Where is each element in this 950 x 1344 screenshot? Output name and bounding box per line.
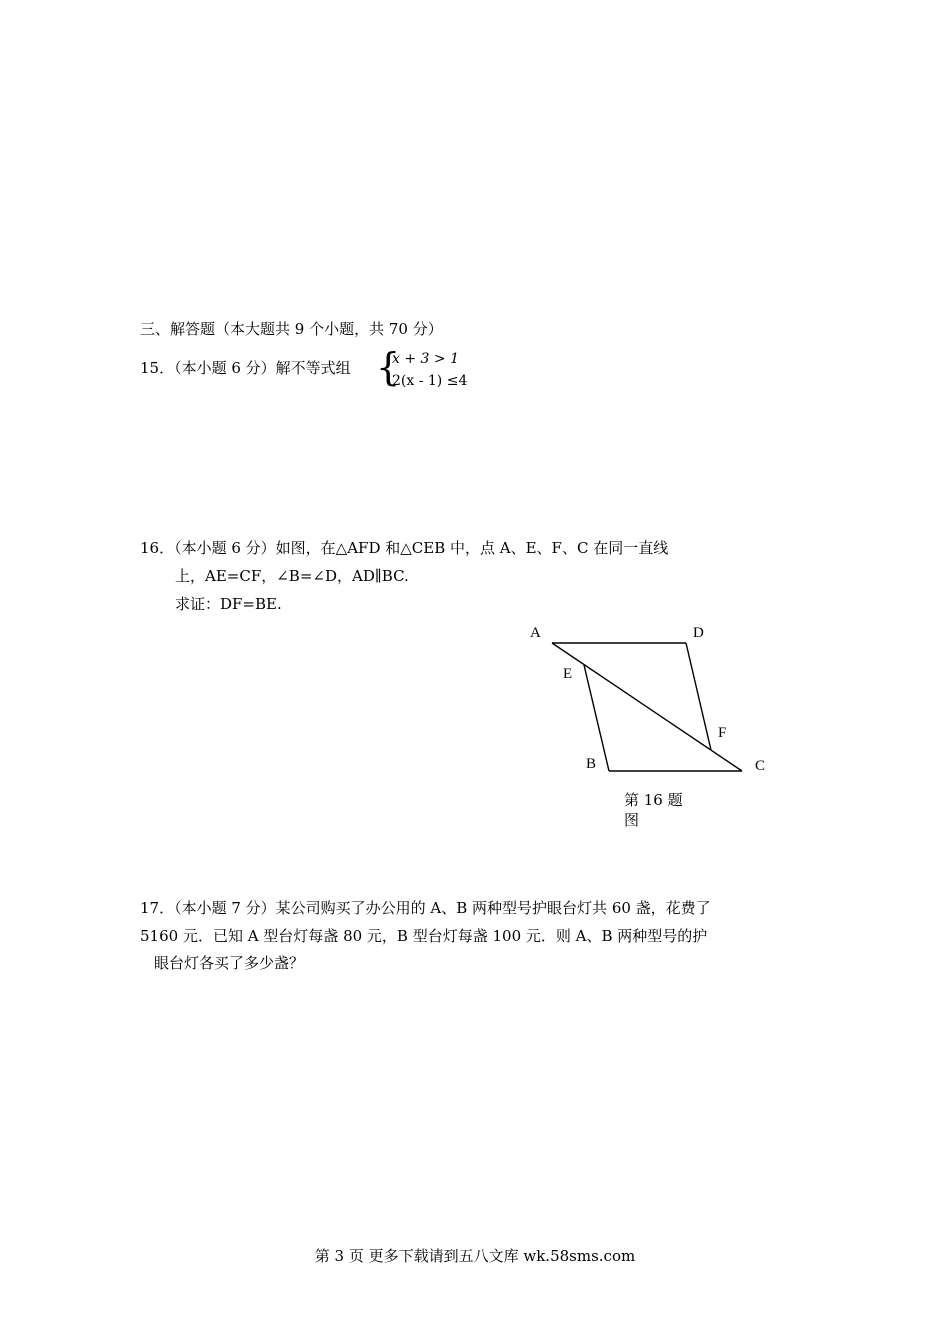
q16-line-3: 求证：DF=BE. xyxy=(175,595,282,613)
point-label-A: A xyxy=(530,625,541,641)
left-brace-icon: { xyxy=(376,345,401,389)
page-footer: 第 3 页 更多下载请到五八文库 wk.58sms.com xyxy=(314,1247,636,1265)
point-label-B: B xyxy=(586,756,597,772)
q17-line-2: 5160 元．已知 A 型台灯每盏 80 元，B 型台灯每盏 100 元．则 A、B 两种型号的护 xyxy=(140,927,708,945)
point-label-C: C xyxy=(755,758,766,774)
q15-inequality-1: x + 3 > 1 xyxy=(392,351,459,367)
section-heading: 三、解答题（本大题共 9 个小题，共 70 分） xyxy=(140,320,443,338)
point-label-E: E xyxy=(563,666,573,682)
segment-DF xyxy=(686,643,711,750)
q16-line-2: 上，AE=CF，∠B=∠D，AD∥BC. xyxy=(175,567,409,585)
q15-prefix: 15．（本小题 6 分）解不等式组 xyxy=(140,359,351,377)
segment-AC xyxy=(552,643,742,771)
point-label-D: D xyxy=(693,625,704,641)
q17-line-1: 17．（本小题 7 分）某公司购买了办公用的 A、B 两种型号护眼台灯共 60 盏，花费了 xyxy=(140,899,711,917)
q16-line-1: 16．（本小题 6 分）如图，在△AFD 和△CEB 中，点 A、E、F、C 在同一直线 xyxy=(140,539,669,557)
q15-inequality-2: 2(x - 1) ≤4 xyxy=(392,373,468,389)
figure-caption-line-1: 第 16 题 xyxy=(624,791,683,809)
figure-caption-line-2: 图 xyxy=(624,811,640,829)
q17-line-3: 眼台灯各买了多少盏？ xyxy=(154,954,305,972)
point-label-F: F xyxy=(718,725,727,741)
